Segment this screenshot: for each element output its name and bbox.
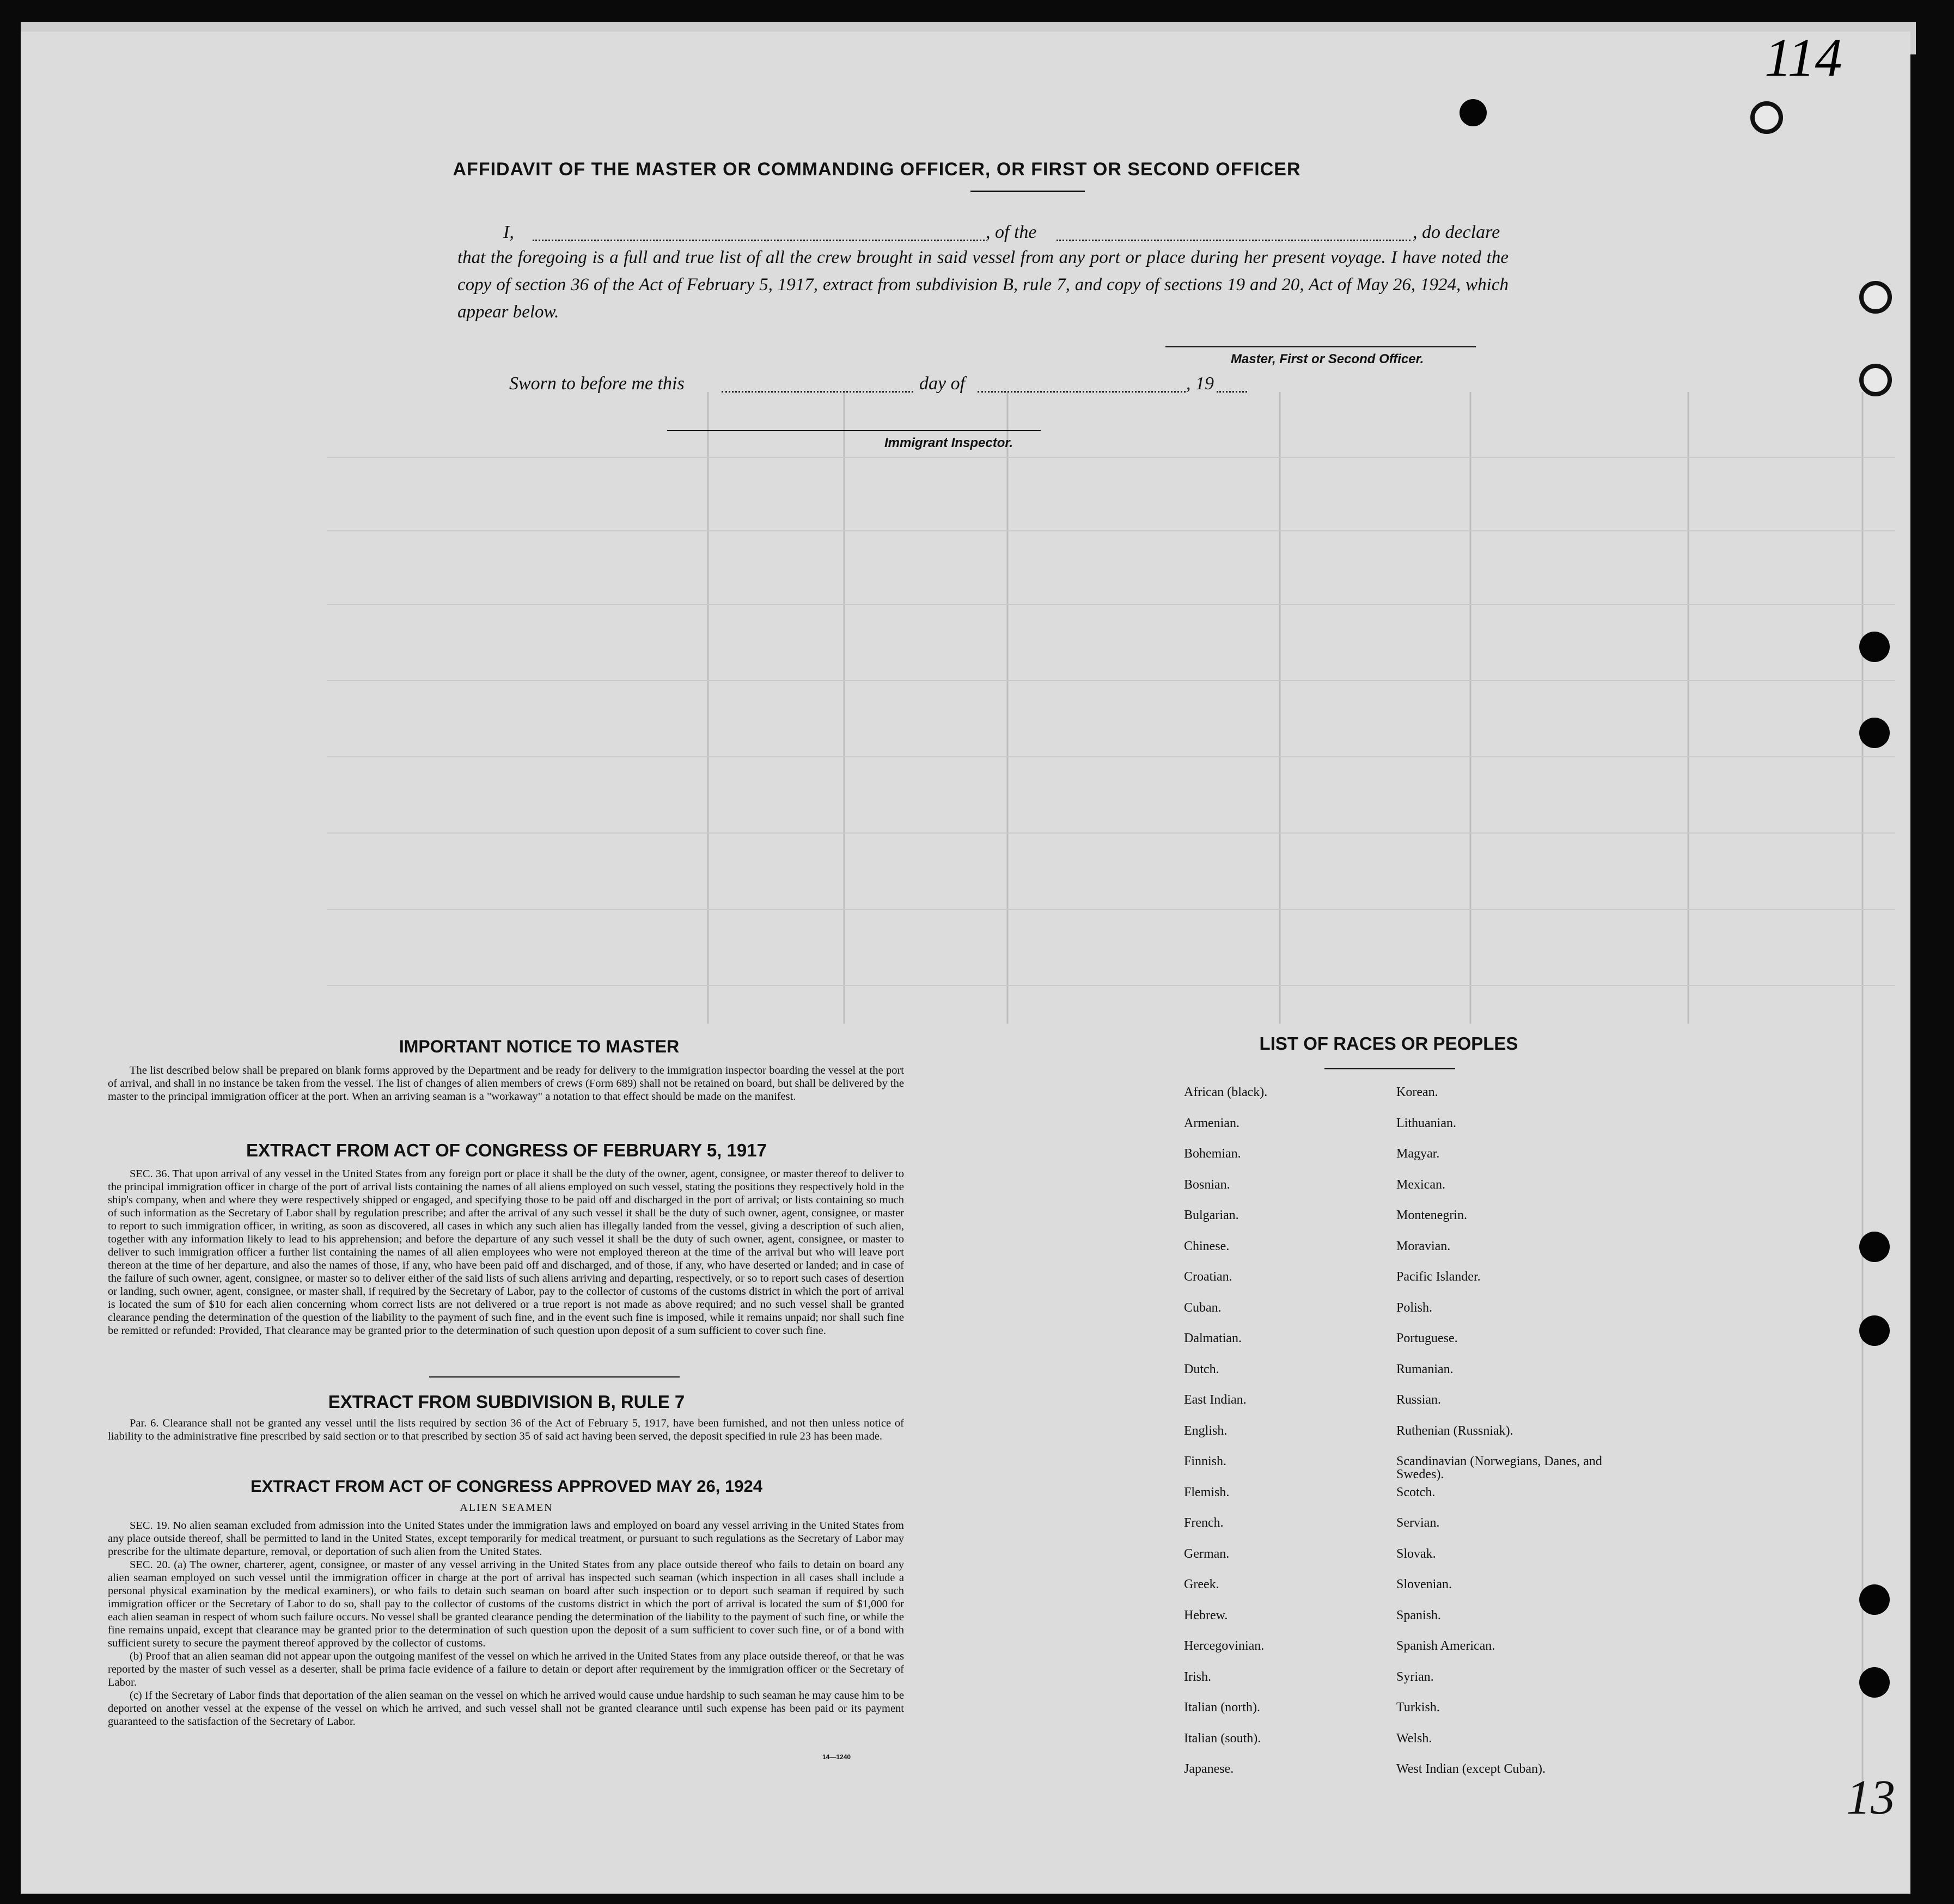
section-rule bbox=[429, 1376, 680, 1378]
race-item: West Indian (except Cuban). bbox=[1396, 1762, 1546, 1776]
race-item: Portuguese. bbox=[1396, 1331, 1458, 1345]
affidavit-of-the: , of the bbox=[986, 222, 1037, 242]
race-item: Ruthenian (Russniak). bbox=[1396, 1423, 1513, 1438]
sworn-month-field[interactable] bbox=[978, 391, 1186, 393]
punch-hole-icon bbox=[1750, 101, 1783, 134]
punch-hole-icon bbox=[1859, 281, 1892, 314]
title-rule bbox=[970, 191, 1085, 192]
act-1924-text: SEC. 19. No alien seaman excluded from admission into the United States under the immigration laws and employed on board any vessel arriving in the United States from any place outside thereof, shall be permitted to land in the United States, except temporarily for medical treatment, or pursuant to such regulations as the Secretary of Labor may prescribe for the ultimate departure, removal, or deportation of such alien from the United States. SEC. 20. (a) The owner, charterer, agent, consignee, or master of any vessel arriving in the United States from any place outside thereof who fails to detain on board any alien seaman employed on such vessel until the immigration officer in charge at the port of arrival has inspected such seaman (which inspection in all cases shall include a personal physical examination by the medical examiners), or who fails to detain such seaman on board after such inspection or to deport such seaman if required by such immigration officer or the Secretary of Labor to do so, shall pay to the collector of customs of the customs district in which the port of arrival is located the sum of $1,000 for each alien seaman in respect of whom such failure occurs. No vessel shall be granted clearance pending the determination of the liability to the payment of such fine, or while the fine remains unpaid, except that clearance may be granted prior to the determination of such question upon the deposit of a sum sufficient to cover such fine, or of a bond with sufficient surety to secure the payment thereof approved by the collector of customs. (b) Proof that an alien seaman did not appear upon the outgoing manifest of the vessel on which he arrived in the United States from any place outside thereof, or that he was reported by the master of such vessel as a deserter, shall be prima facie evidence of a failure to detain or deport after requirement by the immigration officer or the Secretary of Labor. (c) If the Secretary of Labor finds that deportation of the alien seaman on the vessel on which he arrived would cause undue hardship to such seaman he may cause him to be deported on another vessel at the expense of the vessel on which he arrived, and such vessel shall not be granted clearance until such expense has been paid or its payment guaranteed to the satisfaction of the Secretary of Labor. bbox=[108, 1520, 904, 1728]
race-item: Bosnian. bbox=[1184, 1177, 1230, 1192]
race-item: Turkish. bbox=[1396, 1700, 1440, 1715]
race-item: Korean. bbox=[1396, 1085, 1438, 1099]
race-item: East Indian. bbox=[1184, 1393, 1247, 1407]
race-item: Mexican. bbox=[1396, 1177, 1445, 1192]
race-item: English. bbox=[1184, 1423, 1228, 1438]
race-item: Bulgarian. bbox=[1184, 1208, 1239, 1222]
race-item: Irish. bbox=[1184, 1669, 1211, 1684]
affidavit-body: that the foregoing is a full and true list of all the crew brought in said vessel from any port or place during her present voyage. I have noted the copy of section 36 of the Act of February 5, 1917, extract from subdivision B, rule 7, and copy of sections 19 and 20, Act of May 26, 1924, which appear below. bbox=[457, 248, 1509, 322]
race-item: Scandinavian (Norwegians, Danes, and Swedes). bbox=[1396, 1454, 1602, 1481]
race-item: Moravian. bbox=[1396, 1239, 1451, 1253]
race-item: Cuban. bbox=[1184, 1300, 1222, 1315]
year-prefix: , 19 bbox=[1186, 374, 1214, 394]
race-item: Welsh. bbox=[1396, 1731, 1432, 1746]
page-number: 114 bbox=[1764, 27, 1842, 88]
punch-hole-icon bbox=[1859, 1667, 1890, 1698]
day-of-text: day of bbox=[919, 374, 966, 394]
race-item: Italian (south). bbox=[1184, 1731, 1261, 1746]
sworn-year-field[interactable] bbox=[1217, 391, 1247, 393]
sworn-text: Sworn to before me this bbox=[509, 374, 685, 394]
races-left-column bbox=[1184, 1086, 1267, 1793]
rule-7-title: EXTRACT FROM SUBDIVISION B, RULE 7 bbox=[328, 1392, 685, 1412]
race-item: Hebrew. bbox=[1184, 1608, 1228, 1623]
punch-hole-icon bbox=[1859, 718, 1890, 748]
race-item: Lithuanian. bbox=[1396, 1116, 1456, 1130]
race-item: Servian. bbox=[1396, 1516, 1440, 1530]
race-item: Syrian. bbox=[1396, 1669, 1434, 1684]
race-item: Italian (north). bbox=[1184, 1700, 1260, 1715]
races-title: LIST OF RACES OR PEOPLES bbox=[1259, 1033, 1518, 1054]
master-name-field[interactable] bbox=[533, 240, 985, 241]
race-item: Scotch. bbox=[1396, 1485, 1436, 1499]
race-item: Dutch. bbox=[1184, 1362, 1219, 1376]
rule-7-text: Par. 6. Clearance shall not be granted any vessel until the lists required by section 36 of the Act of February 5, 1917, have been furnished, and not then unless notice of liability to the administrative fine prescribed by said section or to that prescribed by section 35 of said act having been served, the deposit specified in rule 23 has been made. bbox=[108, 1417, 904, 1442]
alien-seamen-heading: ALIEN SEAMEN bbox=[460, 1502, 553, 1514]
master-signature-label: Master, First or Second Officer. bbox=[1231, 352, 1424, 366]
race-item: Spanish. bbox=[1396, 1608, 1442, 1623]
race-item: Magyar. bbox=[1396, 1147, 1440, 1161]
race-item: Chinese. bbox=[1184, 1239, 1230, 1253]
master-signature-line[interactable] bbox=[1165, 346, 1476, 347]
form-number: 14—1240 bbox=[822, 1753, 851, 1761]
race-item: German. bbox=[1184, 1546, 1230, 1561]
sworn-day-field[interactable] bbox=[722, 391, 913, 393]
race-item: Finnish. bbox=[1184, 1454, 1227, 1468]
race-item: Pacific Islander. bbox=[1396, 1270, 1481, 1284]
affidavit-declare: , do declare bbox=[1413, 222, 1500, 242]
race-item: Croatian. bbox=[1184, 1270, 1232, 1284]
corner-mark: 13 bbox=[1846, 1771, 1895, 1825]
race-item: Spanish American. bbox=[1396, 1639, 1495, 1653]
affidavit-i: I, bbox=[503, 222, 514, 242]
race-item: Flemish. bbox=[1184, 1485, 1230, 1499]
punch-hole-icon bbox=[1460, 99, 1487, 126]
notice-text: The list described below shall be prepared on blank forms approved by the Department and be ready for delivery to the immigration inspector boarding the vessel at the port of arrival, and shall in no instance be taken from the vessel. The list of changes of alien members of crews (Form 689) shall not be retained on board, but shall be delivered by the master to the principal immigration officer at the port. When an arriving seaman is a "workaway" a notation to that effect should be made on the manifest. bbox=[108, 1064, 904, 1103]
race-item: Greek. bbox=[1184, 1577, 1219, 1591]
race-item: Slovak. bbox=[1396, 1546, 1436, 1561]
race-item: Rumanian. bbox=[1396, 1362, 1454, 1376]
race-item: Armenian. bbox=[1184, 1116, 1239, 1130]
races-title-rule bbox=[1324, 1068, 1455, 1069]
inspector-signature-line[interactable] bbox=[667, 430, 1041, 431]
race-item: African (black). bbox=[1184, 1085, 1268, 1099]
act-1924-title: EXTRACT FROM ACT OF CONGRESS APPROVED MAY 26, 1924 bbox=[251, 1477, 762, 1496]
race-item: Montenegrin. bbox=[1396, 1208, 1467, 1222]
race-item: French. bbox=[1184, 1516, 1224, 1530]
race-item: Bohemian. bbox=[1184, 1147, 1241, 1161]
affidavit-title: AFFIDAVIT OF THE MASTER OR COMMANDING OFFICER, OR FIRST OR SECOND OFFICER bbox=[453, 159, 1301, 180]
notice-title: IMPORTANT NOTICE TO MASTER bbox=[399, 1037, 680, 1056]
race-item: Japanese. bbox=[1184, 1762, 1234, 1776]
races-right-column bbox=[1396, 1086, 1609, 1793]
inspector-label: Immigrant Inspector. bbox=[884, 436, 1013, 450]
vessel-name-field[interactable] bbox=[1057, 240, 1410, 241]
race-item: Polish. bbox=[1396, 1300, 1433, 1315]
race-item: Russian. bbox=[1396, 1393, 1442, 1407]
race-item: Hercegovinian. bbox=[1184, 1639, 1265, 1653]
punch-hole-icon bbox=[1859, 364, 1892, 396]
punch-hole-icon bbox=[1859, 1232, 1890, 1262]
act-1917-title: EXTRACT FROM ACT OF CONGRESS OF FEBRUARY 5, 1917 bbox=[246, 1140, 767, 1160]
act-1917-text: SEC. 36. That upon arrival of any vessel in the United States from any foreign port or place it shall be the duty of the owner, agent, consignee, or master thereof to deliver to the principal immigration officer in charge of the port of arrival lists containing the names of all aliens employed on such vessel, stating the positions they respectively hold in the ship's company, when and where they were respectively shipped or engaged, and specifying those to be paid off and discharged in the port of arrival; or lists containing so much of such information as the Secretary of Labor shall by regulation prescribe; and after the arrival of any such vessel it shall be the duty of such owner, agent, consignee, or master to report to such immigration officer, in writing, as soon as discovered, all cases in which any such alien has illegally landed from the vessel, giving a description of such alien, together with any information likely to lead to his apprehension; and before the departure of any such vessel it shall be the duty of such owner, agent, consignee, or master to deliver to such immigration officer a further list containing the names of all alien employees who were not employed thereon at the time of the arrival but who will leave port thereon at the time of her departure, and also the names of those, if any, who have been paid off and discharged, and of those, if any, who have deserted or landed; and in case of the failure of such owner, agent, consignee, or master so to deliver either of the said lists of such aliens arriving and departing, respectively, or so to report such cases of desertion or landing, such owner, agent, consignee, or master shall, if required by the Secretary of Labor, pay to the collector of customs of the customs district in which the port of arrival is located the sum of $10 for each alien concerning whom correct lists are not delivered or a true report is not made as above required; and no such vessel shall be granted clearance pending the determination of the question of the liability to the payment of such fine, and in the event such fine is imposed, while it remains unpaid; nor shall such fine be remitted or refunded: Provided, That clearance may be granted prior to the determination of such question upon deposit of a sum sufficient to cover such fine. bbox=[108, 1168, 904, 1337]
punch-hole-icon bbox=[1859, 1315, 1890, 1346]
race-item: Slovenian. bbox=[1396, 1577, 1452, 1591]
punch-hole-icon bbox=[1859, 1584, 1890, 1615]
race-item: Dalmatian. bbox=[1184, 1331, 1242, 1345]
punch-hole-icon bbox=[1859, 632, 1890, 662]
